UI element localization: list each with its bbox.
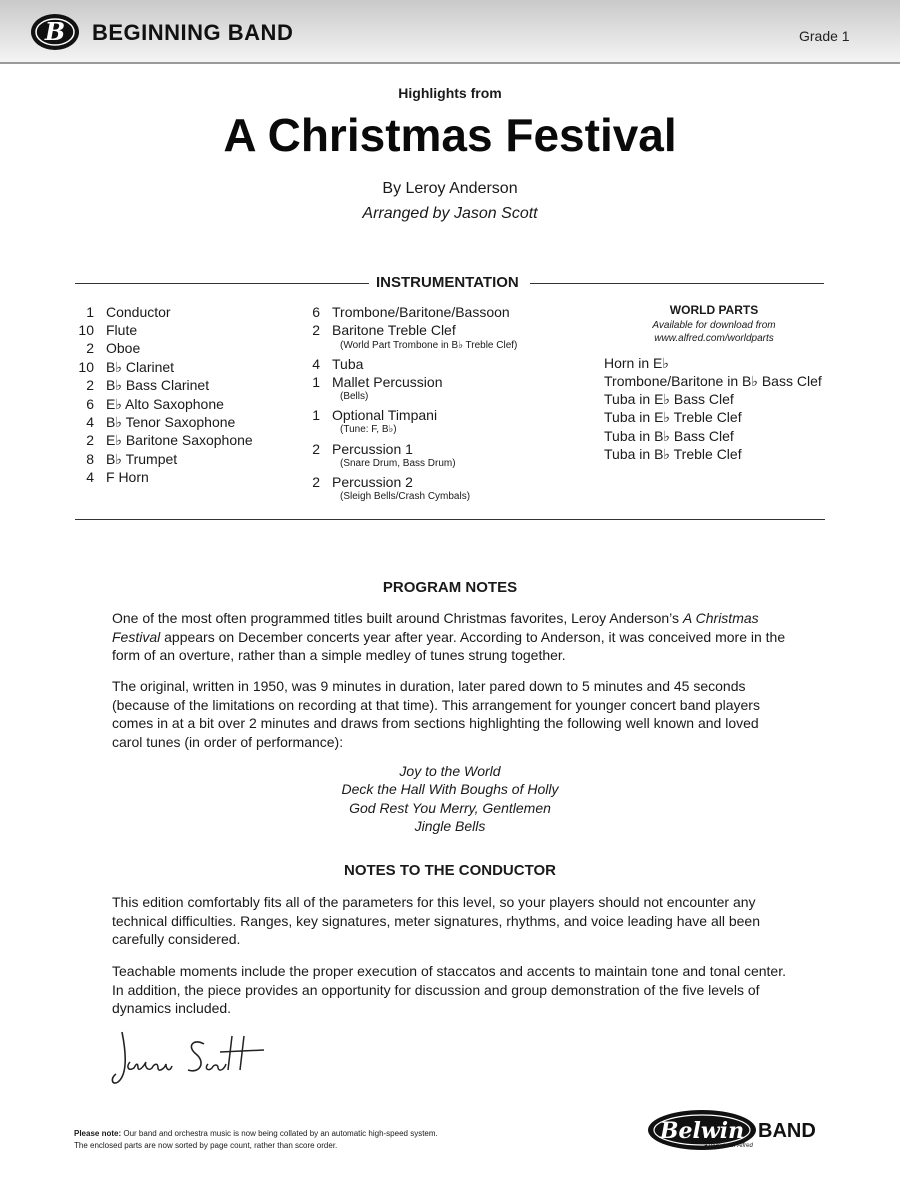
world-parts-title: WORLD PARTS bbox=[669, 303, 759, 317]
signature bbox=[108, 1022, 268, 1092]
paragraph-text: This edition comfortably fits all of the parameters for this level, so your players should not encounter any technical difficulties. Ranges, key signatures, meter signatures, rhythms, and voice leading have all been carefully considered. bbox=[112, 894, 760, 947]
world-part-item: Tuba in B♭ Treble Clef bbox=[604, 446, 742, 462]
instrument-qty: 2 bbox=[86, 377, 94, 393]
world-part-item: Tuba in B♭ Bass Clef bbox=[604, 428, 734, 444]
pre-title: Highlights from bbox=[398, 85, 502, 101]
program-notes-heading: PROGRAM NOTES bbox=[382, 579, 518, 596]
instrumentation-rule-bottom bbox=[75, 519, 825, 520]
program-notes-paragraph-2 bbox=[112, 677, 792, 751]
instrument-note: (Bells) bbox=[340, 391, 369, 402]
instrument-qty: 10 bbox=[78, 322, 94, 338]
footer-note-label: Please note: bbox=[74, 1129, 122, 1138]
instrument-name: Trombone/Baritone/Bassoon bbox=[332, 304, 510, 320]
instrument-qty: 4 bbox=[312, 356, 320, 372]
svg-text:Belwin: Belwin bbox=[659, 1118, 745, 1144]
publisher-band-label: BAND bbox=[758, 1120, 816, 1142]
instrument-note: (Tune: F, B♭) bbox=[340, 424, 397, 435]
footer-note-text: The enclosed parts are now sorted by page count, rather than score order. bbox=[74, 1141, 338, 1150]
instrument-qty: 6 bbox=[312, 304, 320, 320]
instrument-qty: 1 bbox=[86, 304, 94, 320]
arranger-credit: Arranged by Jason Scott bbox=[362, 205, 538, 222]
world-parts-note: Available for download from bbox=[652, 320, 776, 331]
instrument-note: (World Part Trombone in B♭ Treble Clef) bbox=[340, 340, 518, 351]
instrument-qty: 6 bbox=[86, 396, 94, 412]
page-title: A Christmas Festival bbox=[223, 109, 677, 161]
footer-note bbox=[74, 1128, 594, 1152]
svg-text:B: B bbox=[44, 17, 66, 46]
instrument-qty: 1 bbox=[312, 374, 320, 390]
instrument-qty: 2 bbox=[312, 441, 320, 457]
instrument-name: Oboe bbox=[106, 340, 141, 356]
world-parts-url: www.alfred.com/worldparts bbox=[654, 333, 774, 344]
instrument-name: Tuba bbox=[332, 356, 364, 372]
instrument-name: F Horn bbox=[106, 469, 149, 485]
instrument-name: Percussion 2 bbox=[332, 474, 413, 490]
paragraph-text: The original, written in 1950, was 9 minutes in duration, later pared down to 5 minutes and 45 seconds (because of the limitations on recording at that time). This arrangement for younger concert band players comes in at a bit over 2 minutes and draws from sections highlighting the following well known and loved carol tunes (in order of performance): bbox=[112, 678, 760, 750]
conductor-notes-paragraph-2 bbox=[112, 962, 792, 1018]
instrument-qty: 4 bbox=[86, 469, 94, 485]
instrument-qty: 2 bbox=[312, 474, 320, 490]
grade-label: Grade 1 bbox=[799, 28, 850, 44]
instrument-qty: 2 bbox=[312, 322, 320, 338]
instrument-name: Flute bbox=[106, 322, 138, 338]
b-logo-icon bbox=[30, 12, 80, 52]
conductor-notes-heading: NOTES TO THE CONDUCTOR bbox=[344, 862, 556, 879]
carol-title: God Rest You Merry, Gentlemen bbox=[349, 800, 551, 816]
instrument-note: (Sleigh Bells/Crash Cymbals) bbox=[340, 491, 471, 502]
conductor-notes-paragraph-1 bbox=[112, 893, 792, 949]
instrument-qty: 10 bbox=[78, 359, 94, 375]
instrument-qty: 4 bbox=[86, 414, 94, 430]
instrument-qty: 1 bbox=[312, 407, 320, 423]
instrument-note: (Snare Drum, Bass Drum) bbox=[340, 458, 456, 469]
instrument-name: E♭ Alto Saxophone bbox=[106, 396, 224, 412]
instrument-qty: 8 bbox=[86, 451, 94, 467]
carol-title: Joy to the World bbox=[399, 763, 501, 779]
carol-title: Jingle Bells bbox=[414, 818, 486, 834]
instrumentation-heading: INSTRUMENTATION bbox=[376, 274, 519, 291]
composer-credit: By Leroy Anderson bbox=[382, 180, 518, 197]
world-part-item: Tuba in E♭ Treble Clef bbox=[604, 409, 742, 425]
instrument-name: B♭ Bass Clarinet bbox=[106, 377, 210, 393]
carol-title: Deck the Hall With Boughs of Holly bbox=[341, 781, 559, 797]
paragraph-text: Teachable moments include the proper execution of staccatos and accents to maintain tone and tonal center. In addition, the piece provides an opportunity for discussion and group demonstration of the five levels of dynamics included. bbox=[112, 963, 786, 1016]
instrument-qty: 2 bbox=[86, 432, 94, 448]
instrument-name: Mallet Percussion bbox=[332, 374, 443, 390]
publisher-subtitle: a division of Alfred bbox=[704, 1143, 753, 1149]
paragraph-text: appears on December concerts year after year. According to Anderson, it was conceived more in the form of an overture, rather than a simple medley of tunes strung together. bbox=[112, 628, 786, 663]
world-part-item: Trombone/Baritone in B♭ Bass Clef bbox=[604, 373, 822, 389]
instrument-name: Percussion 1 bbox=[332, 441, 413, 457]
instrumentation-rule-right bbox=[530, 283, 824, 284]
footer-note-text: Our band and orchestra music is now being collated by an automatic high-speed system. bbox=[121, 1129, 438, 1138]
instrument-name: Optional Timpani bbox=[332, 407, 438, 423]
header-rule bbox=[0, 62, 900, 64]
series-title: BEGINNING BAND bbox=[92, 20, 294, 45]
instrument-name: B♭ Clarinet bbox=[106, 359, 175, 375]
instrumentation-rule-left bbox=[75, 283, 369, 284]
work-title: A Christmas Festival bbox=[112, 610, 759, 645]
instrument-name: B♭ Trumpet bbox=[106, 451, 178, 467]
paragraph-text: One of the most often programmed titles built around Christmas favorites, Leroy Anderson’s bbox=[112, 610, 683, 626]
instrument-qty: 2 bbox=[86, 340, 94, 356]
instrument-name: Baritone Treble Clef bbox=[332, 322, 456, 338]
world-part-item: Horn in E♭ bbox=[604, 355, 669, 371]
instrument-name: Conductor bbox=[106, 304, 171, 320]
instrument-name: E♭ Baritone Saxophone bbox=[106, 432, 253, 448]
instrument-name: B♭ Tenor Saxophone bbox=[106, 414, 236, 430]
world-part-item: Tuba in E♭ Bass Clef bbox=[604, 391, 734, 407]
program-notes-paragraph-1 bbox=[112, 609, 792, 665]
